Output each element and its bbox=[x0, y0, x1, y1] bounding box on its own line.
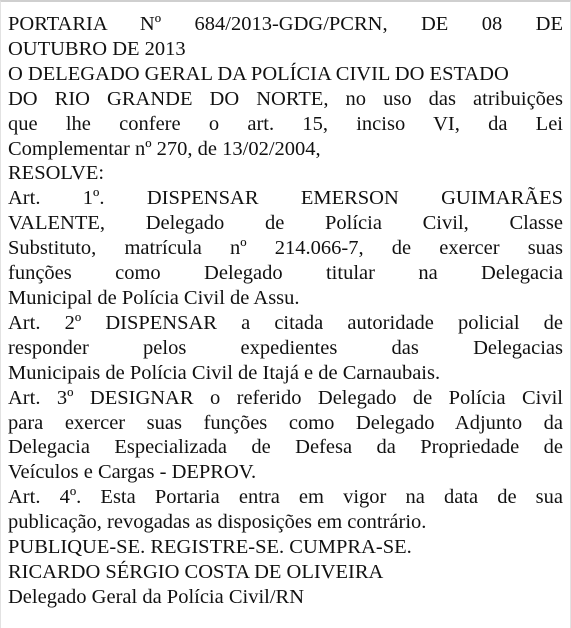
document-line: Art. 1º. DISPENSAR EMERSON GUIMARÃES bbox=[8, 187, 563, 210]
document-line: Municipal de Polícia Civil de Assu. bbox=[8, 286, 300, 309]
document-line: funções como Delegado titular na Delegacia bbox=[8, 262, 563, 285]
document-line: Complementar nº 270, de 13/02/2004, bbox=[8, 137, 321, 160]
document-line: Delegado Geral da Polícia Civil/RN bbox=[8, 585, 305, 608]
document-line: Substituto, matrícula nº 214.066-7, de exercer suas bbox=[8, 237, 563, 260]
document-line: para exercer suas funções como Delegado Adjunto da bbox=[8, 411, 563, 434]
document-line: responder pelos expedientes das Delegacias bbox=[8, 336, 563, 359]
document-line: PORTARIA Nº 684/2013-GDG/PCRN, DE 08 DE bbox=[8, 13, 563, 35]
document-line: Delegacia Especializada de Defesa da Propriedade de bbox=[8, 436, 563, 459]
document-line: publicação, revogadas as disposições em contrário. bbox=[8, 511, 427, 534]
document-line: RESOLVE: bbox=[8, 162, 105, 185]
document-line: VALENTE, Delegado de Polícia Civil, Classe bbox=[8, 212, 563, 235]
document-line: RICARDO SÉRGIO COSTA DE OLIVEIRA bbox=[8, 560, 384, 583]
document-line: Art. 2º DISPENSAR a citada autoridade policial de bbox=[8, 311, 563, 334]
document-line: Art. 4º. Esta Portaria entra em vigor na data de sua bbox=[8, 486, 563, 509]
document-line: que lhe confere o art. 15, inciso VI, da Lei bbox=[8, 112, 563, 135]
document-line: O DELEGADO GERAL DA POLÍCIA CIVIL DO ESTADO bbox=[8, 62, 509, 85]
document-line: OUTUBRO DE 2013 bbox=[8, 37, 186, 60]
document-line: Municipais de Polícia Civil de Itajá e de Carnaubais. bbox=[8, 361, 441, 384]
document-line: Veículos e Cargas - DEPROV. bbox=[8, 461, 257, 484]
document-line: DO RIO GRANDE DO NORTE, no uso das atribuições bbox=[8, 87, 563, 110]
document-line: PUBLIQUE-SE. REGISTRE-SE. CUMPRA-SE. bbox=[8, 536, 412, 559]
document-line: Art. 3º DESIGNAR o referido Delegado de Polícia Civil bbox=[8, 386, 563, 409]
